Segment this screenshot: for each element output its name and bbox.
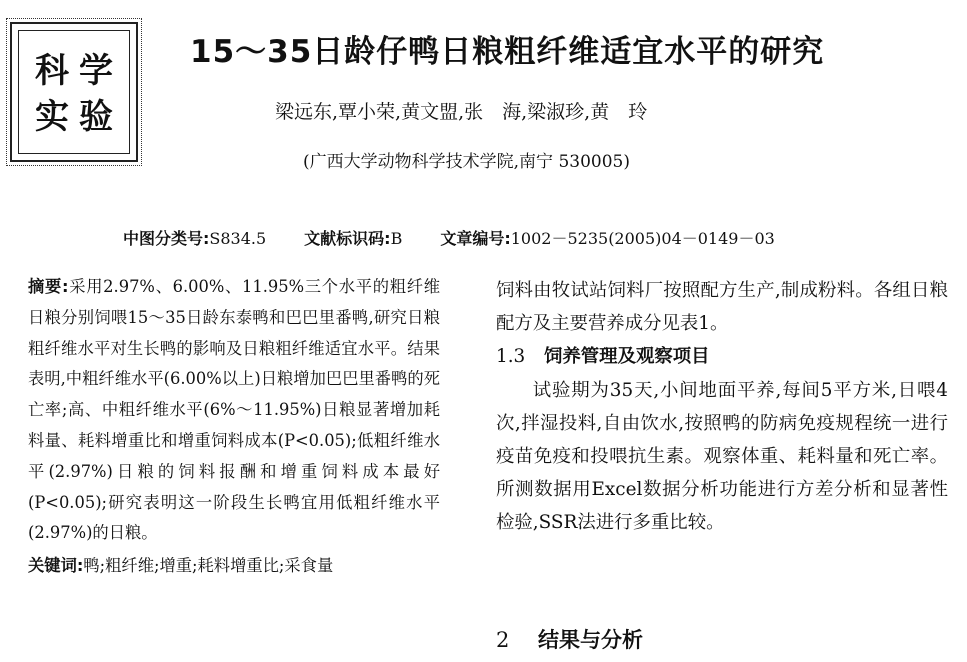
logo-char: 实 (35, 97, 69, 137)
journal-logo (10, 22, 138, 162)
section-heading-2 (496, 624, 643, 654)
abstract-text: 采用2.97%、6.00%、11.95%三个水平的粗纤维日粮分别饲喂15～35日龄东泰鸭和巴巴里番鸭,研究日粮粗纤维水平对生长鸭的影响及日粮粗纤维适宜水平。结果表明,中粗纤维水平(6.00%以上)日粮增加巴巴里番鸭的死亡率;高、中粗纤维水平(6%～11.95%)日粮显著增加耗料量、耗料增重比和增重饲料成本(P<0.05);低粗纤维水平(2.97%)日粮的饲料报酬和增重饲料成本最好(P<0.05);研究表明这一阶段生长鸭宜用低粗纤维水平(2.97%)的日粮。 (28, 277, 441, 543)
clc-value: S834.5 (209, 229, 267, 248)
body-paragraph-1: 饲料由牧试站饲料厂按照配方生产,制成粉料。各组日粮配方及主要营养成分见表1。 (496, 280, 948, 335)
article-metadata (123, 226, 775, 249)
abstract-label: 摘要: (28, 277, 69, 296)
keywords-label: 关键词: (28, 556, 84, 576)
keywords (28, 551, 440, 582)
section-title: 饲养管理及观察项目 (544, 346, 710, 368)
paper-title: 15～35日龄仔鸭日粮粗纤维适宜水平的研究 (190, 34, 825, 70)
document-code (304, 226, 402, 249)
clc-number (123, 226, 266, 249)
body-paragraph-2: 试验期为35天,小间地面平养,每间5平方米,日喂4次,拌湿投料,自由饮水,按照鸭的防病免疫规程统一进行疫苗免疫和投喂抗生素。观察体重、耗料量和死亡率。所测数据用Excel数据分析功能进行方差分析和显著性检验,SSR法进行多重比较。 (496, 379, 948, 534)
section-number: 1.3 (496, 346, 526, 368)
keywords-text: 鸭;粗纤维;增重;耗料增重比;采食量 (83, 556, 334, 576)
logo-char: 学 (79, 51, 113, 91)
logo-characters (30, 48, 118, 140)
body-right-column (496, 274, 948, 540)
logo-char: 验 (79, 97, 113, 137)
clc-label: 中图分类号: (123, 229, 210, 248)
article-number (440, 226, 775, 249)
section-title: 结果与分析 (538, 628, 643, 652)
abstract-paragraph (28, 272, 440, 549)
author-list: 梁远东,覃小荣,黄文盟,张 海,梁淑珍,黄 玲 (275, 101, 648, 123)
section-number: 2 (496, 628, 510, 652)
logo-char: 科 (35, 51, 69, 91)
doc-value: B (390, 229, 403, 248)
affiliation: (广西大学动物科学技术学院,南宁 530005) (303, 152, 630, 172)
doc-label: 文献标识码: (304, 229, 391, 248)
abstract-block (28, 272, 440, 582)
article-label: 文章编号: (440, 229, 511, 248)
section-heading-1-3 (496, 340, 948, 373)
article-value: 1002－5235(2005)04－0149－03 (510, 229, 775, 248)
